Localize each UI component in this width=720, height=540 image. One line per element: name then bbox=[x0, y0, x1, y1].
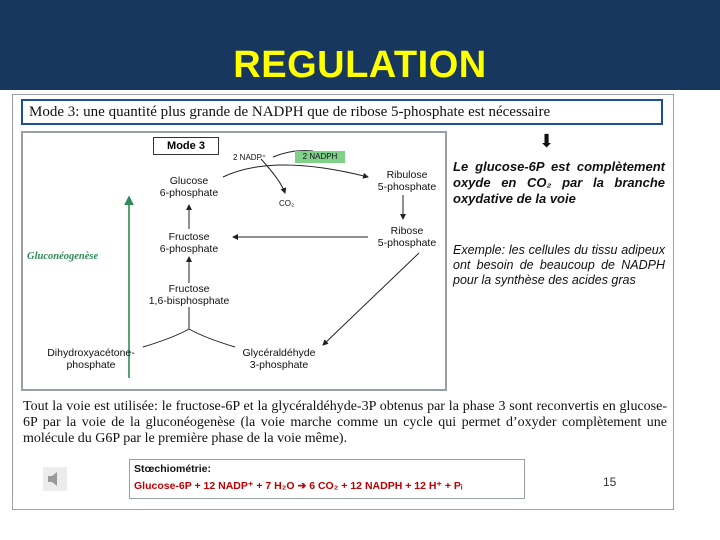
glucose-6-phosphate-label: Glucose 6-phosphate bbox=[159, 175, 219, 199]
explanation-paragraph: Le glucose-6P est complètement oxyde en CO₂ par la branche oxydative de la voie bbox=[453, 159, 665, 206]
stoichiometry-box bbox=[129, 459, 525, 499]
nadp-label: 2 NADP⁺ bbox=[233, 153, 267, 162]
stoichiometry-heading: Stœchiométrie: bbox=[134, 463, 212, 475]
page-number: 15 bbox=[603, 475, 617, 489]
nadph-label: 2 NADPH bbox=[295, 151, 345, 163]
mode-header: Mode 3: une quantité plus grande de NADPH que de ribose 5-phosphate est nécessaire bbox=[21, 99, 663, 125]
stoichiometry-equation: Glucose-6P + 12 NADP⁺ + 7 H₂O ➔ 6 CO₂ + 12 NADPH + 12 H⁺ + Pᵢ bbox=[134, 480, 463, 492]
gluconeogenese-label: Gluconéogenèse bbox=[27, 251, 99, 262]
slide-content bbox=[12, 94, 674, 510]
down-arrow-icon: ⬇ bbox=[539, 131, 555, 151]
dhap-label: Dihydroxyacétone- phosphate bbox=[47, 347, 135, 371]
speaker-icon[interactable] bbox=[43, 467, 67, 491]
ribulose-5-phosphate-label: Ribulose 5-phosphate bbox=[377, 169, 437, 193]
example-paragraph: Exemple: les cellules du tissu adipeux ont besoin de beaucoup de NADPH pour la synthèse des acides gras bbox=[453, 243, 665, 287]
pathway-diagram bbox=[21, 131, 447, 391]
fructose-6-phosphate-label: Fructose 6-phosphate bbox=[159, 231, 219, 255]
fructose-bisphosphate-label: Fructose 1,6-bisphosphate bbox=[148, 283, 230, 307]
co2-label: CO₂ bbox=[279, 199, 295, 208]
slide-title: REGULATION bbox=[233, 44, 487, 86]
summary-text: Tout la voie est utilisée: le fructose-6P et la glycéraldéhyde-3P obtenus par la phase 3 sont reconvertis en glucose-6P par la voie de la gluconéogenèse (la voie marche comme un cycle qui permet d’oxyder complètement une molécule du G6P par le première phase de la voie même). bbox=[23, 399, 667, 446]
glyceraldehyde-3-phosphate-label: Glycéraldéhyde 3-phosphate bbox=[242, 347, 316, 371]
ribose-5-phosphate-label: Ribose 5-phosphate bbox=[377, 225, 437, 249]
mode3-label: Mode 3 bbox=[153, 137, 219, 155]
